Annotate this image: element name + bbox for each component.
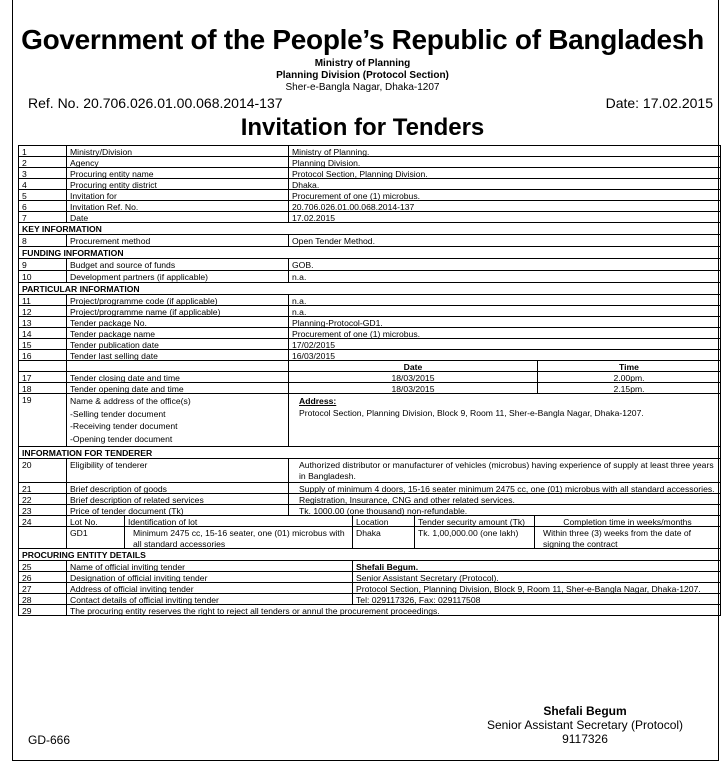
row-label: Tender last selling date	[67, 350, 289, 360]
row-number: 29	[19, 605, 67, 615]
address-label: Address:	[299, 396, 337, 406]
row-number: 2	[19, 157, 67, 167]
lot-row	[18, 527, 721, 549]
row-value: n.a.	[292, 296, 307, 305]
reference-number: Ref. No. 20.706.026.01.00.068.2014-137	[28, 95, 283, 111]
section-header	[18, 447, 721, 459]
table-row	[18, 383, 721, 394]
row-label: Date	[67, 212, 289, 222]
row-label: Project/programme name (if applicable)	[67, 306, 289, 316]
row-value: Senior Assistant Secretary (Protocol).	[356, 573, 499, 582]
row-number: 18	[19, 383, 67, 393]
section-title: PARTICULAR INFORMATION	[22, 284, 140, 294]
table-row	[18, 168, 721, 179]
office-address: Sher-e-Bangla Nagar, Dhaka-1207	[285, 82, 440, 93]
row-number: 10	[19, 271, 67, 282]
row-value: The procuring entity reserves the right to reject all tenders or annul the procurement proceedings.	[70, 606, 440, 615]
row-number: 24	[19, 516, 67, 526]
table-row	[18, 494, 721, 505]
row-value: Tel: 029117326, Fax: 029117508	[356, 595, 481, 604]
row-number: 19	[19, 394, 67, 446]
signatory-name: Shefali Begum	[543, 704, 627, 718]
row-number: 7	[19, 212, 67, 222]
date-time-header-row	[18, 361, 721, 372]
completion-time: Within three (3) weeks from the date of signing the contract	[543, 528, 692, 548]
row-number: 4	[19, 179, 67, 189]
row-value: Registration, Insurance, CNG and other related services.	[299, 495, 515, 504]
row-label: Procurement method	[67, 235, 289, 246]
lot-header-row	[18, 516, 721, 527]
security-amount-header: Tender security amount (Tk)	[415, 516, 535, 526]
table-row	[18, 259, 721, 271]
row-value: Protocol Section, Planning Division, Block 9, Room 11, Sher-e-Bangla Nagar, Dhaka-1207.	[356, 584, 701, 593]
row-label: Procuring entity name	[67, 168, 289, 178]
section-title: FUNDING INFORMATION	[22, 248, 124, 258]
office-label: Name & address of the office(s)	[70, 396, 191, 406]
row-label: Brief description of goods	[67, 483, 289, 493]
opening-date: 18/03/2015	[289, 383, 538, 393]
row-number: 1	[19, 146, 67, 156]
row-number	[19, 361, 67, 371]
table-row	[18, 594, 721, 605]
row-value: n.a.	[292, 272, 307, 282]
table-row	[18, 201, 721, 212]
table-row	[18, 190, 721, 201]
location-header: Location	[353, 516, 415, 526]
row-label: Contact details of official inviting tender	[67, 594, 353, 604]
row-value: Procurement of one (1) microbus.	[292, 329, 421, 338]
table-row	[18, 339, 721, 350]
table-row	[18, 271, 721, 283]
row-value: Shefali Begum.	[356, 562, 419, 571]
row-number: 9	[19, 259, 67, 270]
row-label: Procuring entity district	[67, 179, 289, 189]
row-label: Project/programme code (if applicable)	[67, 295, 289, 305]
table-row	[18, 483, 721, 494]
closing-time: 2.00pm.	[613, 373, 645, 382]
row-number: 11	[19, 295, 67, 305]
row-value	[289, 394, 720, 446]
row-number: 16	[19, 350, 67, 360]
row-value: n.a.	[292, 307, 307, 316]
section-header	[18, 247, 721, 259]
row-number: 28	[19, 594, 67, 604]
tender-table	[18, 145, 721, 616]
row-label: Designation of official inviting tender	[67, 572, 353, 582]
table-row	[18, 179, 721, 190]
row-number: 13	[19, 317, 67, 327]
signatory-designation: Senior Assistant Secretary (Protocol)	[486, 718, 684, 732]
completion-time-header: Completion time in weeks/months	[563, 517, 692, 526]
office-label: -Opening tender document	[70, 433, 173, 444]
signature-block	[475, 704, 695, 746]
row-label: Development partners (if applicable)	[67, 271, 289, 282]
section-header	[18, 283, 721, 295]
section-title: INFORMATION FOR TENDERER	[22, 448, 153, 458]
table-row	[18, 605, 721, 616]
row-number: 3	[19, 168, 67, 178]
section-header	[18, 223, 721, 235]
row-number: 8	[19, 235, 67, 246]
row-label: Invitation Ref. No.	[67, 201, 289, 211]
row-value: 16/03/2015	[292, 351, 336, 360]
closing-date: 18/03/2015	[289, 372, 538, 382]
row-value: GOB.	[292, 260, 314, 270]
opening-time: 2.15pm.	[613, 384, 645, 393]
table-row	[18, 372, 721, 383]
table-row	[18, 505, 721, 516]
row-label: Tender opening date and time	[67, 383, 289, 393]
signatory-phone: 9117326	[562, 732, 608, 746]
row-number: 12	[19, 306, 67, 316]
row-label: Tender publication date	[67, 339, 289, 349]
row-label	[67, 361, 289, 371]
row-label: Budget and source of funds	[67, 259, 289, 270]
row-value: Protocol Section, Planning Division.	[292, 169, 428, 178]
row-label: Tender closing date and time	[67, 372, 289, 382]
table-row	[18, 295, 721, 306]
table-row	[18, 146, 721, 157]
row-number: 27	[19, 583, 67, 593]
row-label: Eligibility of tenderer	[67, 459, 289, 482]
lot-identification: Minimum 2475 cc, 15-16 seater, one (01) microbus with all standard accessories	[125, 527, 353, 548]
row-value: Dhaka.	[292, 180, 320, 189]
row-value: Tk. 1000.00 (one thousand) non-refundable.	[299, 506, 468, 515]
table-row	[18, 306, 721, 317]
office-label: -Receiving tender document	[70, 421, 178, 431]
table-row	[18, 317, 721, 328]
row-value: Planning-Protocol-GD1.	[292, 318, 383, 327]
row-number: 5	[19, 190, 67, 200]
row-value: Authorized distributor or manufacturer of vehicles (microbus) having experience of supply at least three years in Bangladesh.	[299, 460, 714, 481]
table-row	[18, 561, 721, 572]
row-number: 25	[19, 561, 67, 571]
table-row	[18, 328, 721, 339]
row-number: 21	[19, 483, 67, 493]
row-label: Invitation for	[67, 190, 289, 200]
section-title: PROCURING ENTITY DETAILS	[22, 550, 146, 560]
row-label: Brief description of related services	[67, 494, 289, 504]
row-value: 17.02.2015	[292, 213, 336, 222]
row-label: Agency	[67, 157, 289, 167]
address-value: Protocol Section, Planning Division, Block 9, Room 11, Sher-e-Bangla Nagar, Dhaka-1207.	[299, 408, 644, 418]
row-number: 14	[19, 328, 67, 338]
row-value: Ministry of Planning.	[292, 147, 370, 156]
row-number: 26	[19, 572, 67, 582]
row-number: 15	[19, 339, 67, 349]
time-column-header: Time	[619, 362, 639, 371]
section-title: KEY INFORMATION	[22, 224, 102, 234]
row-label: Tender package name	[67, 328, 289, 338]
row-number	[19, 527, 67, 548]
row-number: 23	[19, 505, 67, 515]
security-amount: Tk. 1,00,000.00 (one lakh)	[415, 527, 535, 548]
row-value: 17/02/2015	[292, 340, 336, 349]
table-row	[18, 212, 721, 223]
ministry-name: Ministry of Planning	[314, 58, 411, 69]
table-row	[18, 583, 721, 594]
division-name: Planning Division (Protocol Section)	[276, 70, 449, 81]
table-row	[18, 350, 721, 361]
row-label: Address of official inviting tender	[67, 583, 353, 593]
lot-location: Dhaka	[353, 527, 415, 548]
row-value: Procurement of one (1) microbus.	[292, 191, 421, 200]
row-value: Supply of minimum 4 doors, 15-16 seater minimum 2475 cc, one (01) microbus with all standard accessories.	[299, 484, 715, 493]
lot-no: GD1	[67, 527, 125, 548]
row-number: 6	[19, 201, 67, 211]
row-number: 20	[19, 459, 67, 482]
lot-identification-header: Identification of lot	[125, 516, 353, 526]
table-row	[18, 459, 721, 483]
row-value: 20.706.026.01.00.068.2014-137	[292, 202, 415, 211]
row-label: Name of official inviting tender	[67, 561, 353, 571]
row-value: Open Tender Method.	[292, 236, 375, 246]
notice-date: Date: 17.02.2015	[605, 95, 713, 111]
section-header	[18, 549, 721, 561]
row-label: Tender package No.	[67, 317, 289, 327]
row-value: Planning Division.	[292, 158, 361, 167]
table-row	[18, 394, 721, 447]
row-number: 22	[19, 494, 67, 504]
row-label: Price of tender document (Tk)	[67, 505, 289, 515]
table-row	[18, 235, 721, 247]
row-number: 17	[19, 372, 67, 382]
row-label	[67, 394, 289, 446]
date-column-header: Date	[289, 361, 538, 371]
lot-no-header: Lot No.	[67, 516, 125, 526]
table-row	[18, 572, 721, 583]
row-label: Ministry/Division	[67, 146, 289, 156]
notice-heading: Invitation for Tenders	[240, 114, 485, 141]
gd-code: GD-666	[28, 733, 71, 747]
government-title: Government of the People’s Republic of Bangladesh	[21, 24, 704, 55]
office-label: -Selling tender document	[70, 408, 166, 419]
table-row	[18, 157, 721, 168]
